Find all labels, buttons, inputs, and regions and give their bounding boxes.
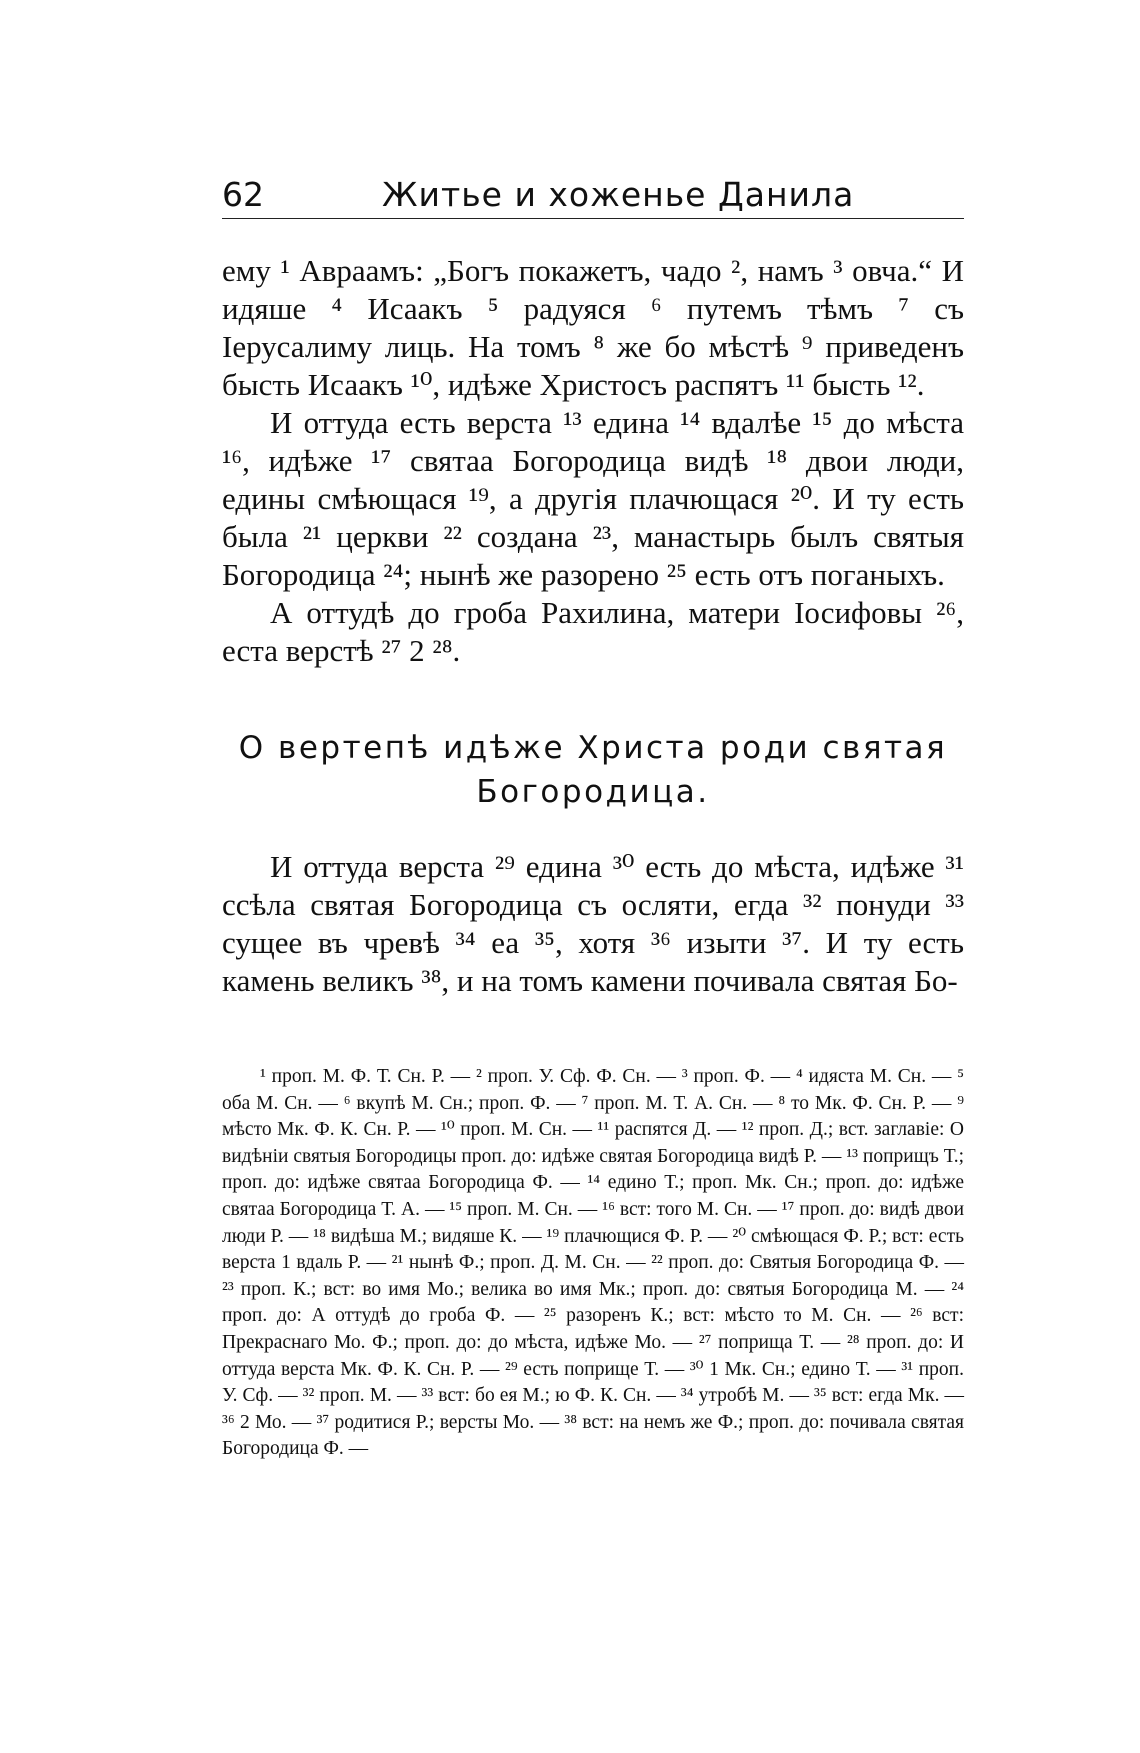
- running-head: [222, 172, 964, 219]
- paragraph-3: А оттудѣ до гроба Рахилина, матери Іосифовы ²⁶, еста верстѣ ²⁷ 2 ²⁸.: [222, 595, 964, 668]
- footnotes-text: ¹ проп. М. Ф. Т. Сн. Р. — ² проп. У. Сф. Ф. Сн. — ³ проп. Ф. — ⁴ идяста М. Сн. — ⁵ оба М. Сн. — ⁶ вкупѣ М. Сн.; проп. Ф. — ⁷ проп. М. Т. А. Сн. — ⁸ то Мк. Ф. Сн. Р. — ⁹ мѣсто Мк. Ф. К. Сн. Р. — ¹⁰ проп. М. Сн. — ¹¹ распятся Д. — ¹² проп. Д.; вст. заглавіе: О видѣніи святыя Богородицы проп. до: идѣже святая Богородица видѣ Р. — ¹³ поприщъ Т.; проп. до: идѣже святаа Богородица Ф. — ¹⁴ едино Т.; проп. Мк. Сн.; проп. до: идѣже святаа Богородица Т. А. — ¹⁵ проп. М. Сн. — ¹⁶ вст: того М. Сн. — ¹⁷ проп. до: видѣ двои люди Р. — ¹⁸ видѣша М.; видяше К. — ¹⁹ плачющися Ф. Р. — ²⁰ смѣющася Ф. Р.; вст: есть верста 1 вдаль Р. — ²¹ нынѣ Ф.; проп. Д. М. Сн. — ²² проп. до: Святыя Богородица Ф. — ²³ проп. К.; вст: во имя Мо.; велика во имя Мк.; проп. до: святыя Богородица М. — ²⁴ проп. до: А оттудѣ до гроба Ф. — ²⁵ разоренъ К.; вст: мѣсто то М. Сн. — ²⁶ вст: Прекраснаго Мо. Ф.; проп. до: до мѣста, идѣже Мо. — ²⁷ поприща Т. — ²⁸ проп. до: И оттуда верста Мк. Ф. К. Сн. Р. — ²⁹ есть поприще Т. — ³⁰ 1 Мк. Сн.; едино Т. — ³¹ проп. У. Сф. — ³² проп. М. — ³³ вст: бо ея М.; ю Ф. К. Сн. — ³⁴ утробѣ М. — ³⁵ вст: егда Мк. — ³⁶ 2 Мо. — ³⁷ родитися Р.; версты Мо. — ³⁸ вст: на немъ же Ф.; проп. до: почивала святая Богородица Ф. —: [222, 1066, 964, 1460]
- section-text-block: [222, 848, 964, 1000]
- footnotes: [222, 1064, 964, 1463]
- main-text-block: [222, 252, 964, 670]
- paragraph-4: И оттуда верста ²⁹ едина ³⁰ есть до мѣста, идѣже ³¹ ссѣла святая Богородица съ осляти, егда ³² понуди ³³ сущее въ чревѣ ³⁴ еа ³⁵, хотя ³⁶ изыти ³⁷. И ту есть камень великъ ³⁸, и на томъ камени почивала святая Бо-: [222, 849, 964, 998]
- paragraph-1: ему ¹ Авраамъ: „Богъ покажетъ, чадо ², намъ ³ овча.“ И идяше ⁴ Исаакъ ⁵ радуяся ⁶ путемъ тѣмъ ⁷ съ Іерусалиму лиць. На томъ ⁸ же бо мѣстѣ ⁹ приведенъ бысть Исаакъ ¹⁰, идѣже Христосъ распятъ ¹¹ бысть ¹².: [222, 253, 964, 402]
- paragraph-2: И оттуда есть верста ¹³ едина ¹⁴ вдалѣе ¹⁵ до мѣста ¹⁶, идѣже ¹⁷ святаа Богородица видѣ ¹⁸ двои люди, едины смѣющася ¹⁹, а другія плачющася ²⁰. И ту есть была ²¹ церкви ²² создана ²³, манастырь былъ святыя Богородица ²⁴; нынѣ же разорено ²⁵ есть отъ поганыхъ.: [222, 405, 964, 592]
- section-heading: О вертепѣ идѣже Христа роди святая Богородица.: [238, 730, 948, 810]
- page-number: 62: [222, 175, 264, 214]
- running-title: Житье и хоженье Данила: [382, 175, 855, 214]
